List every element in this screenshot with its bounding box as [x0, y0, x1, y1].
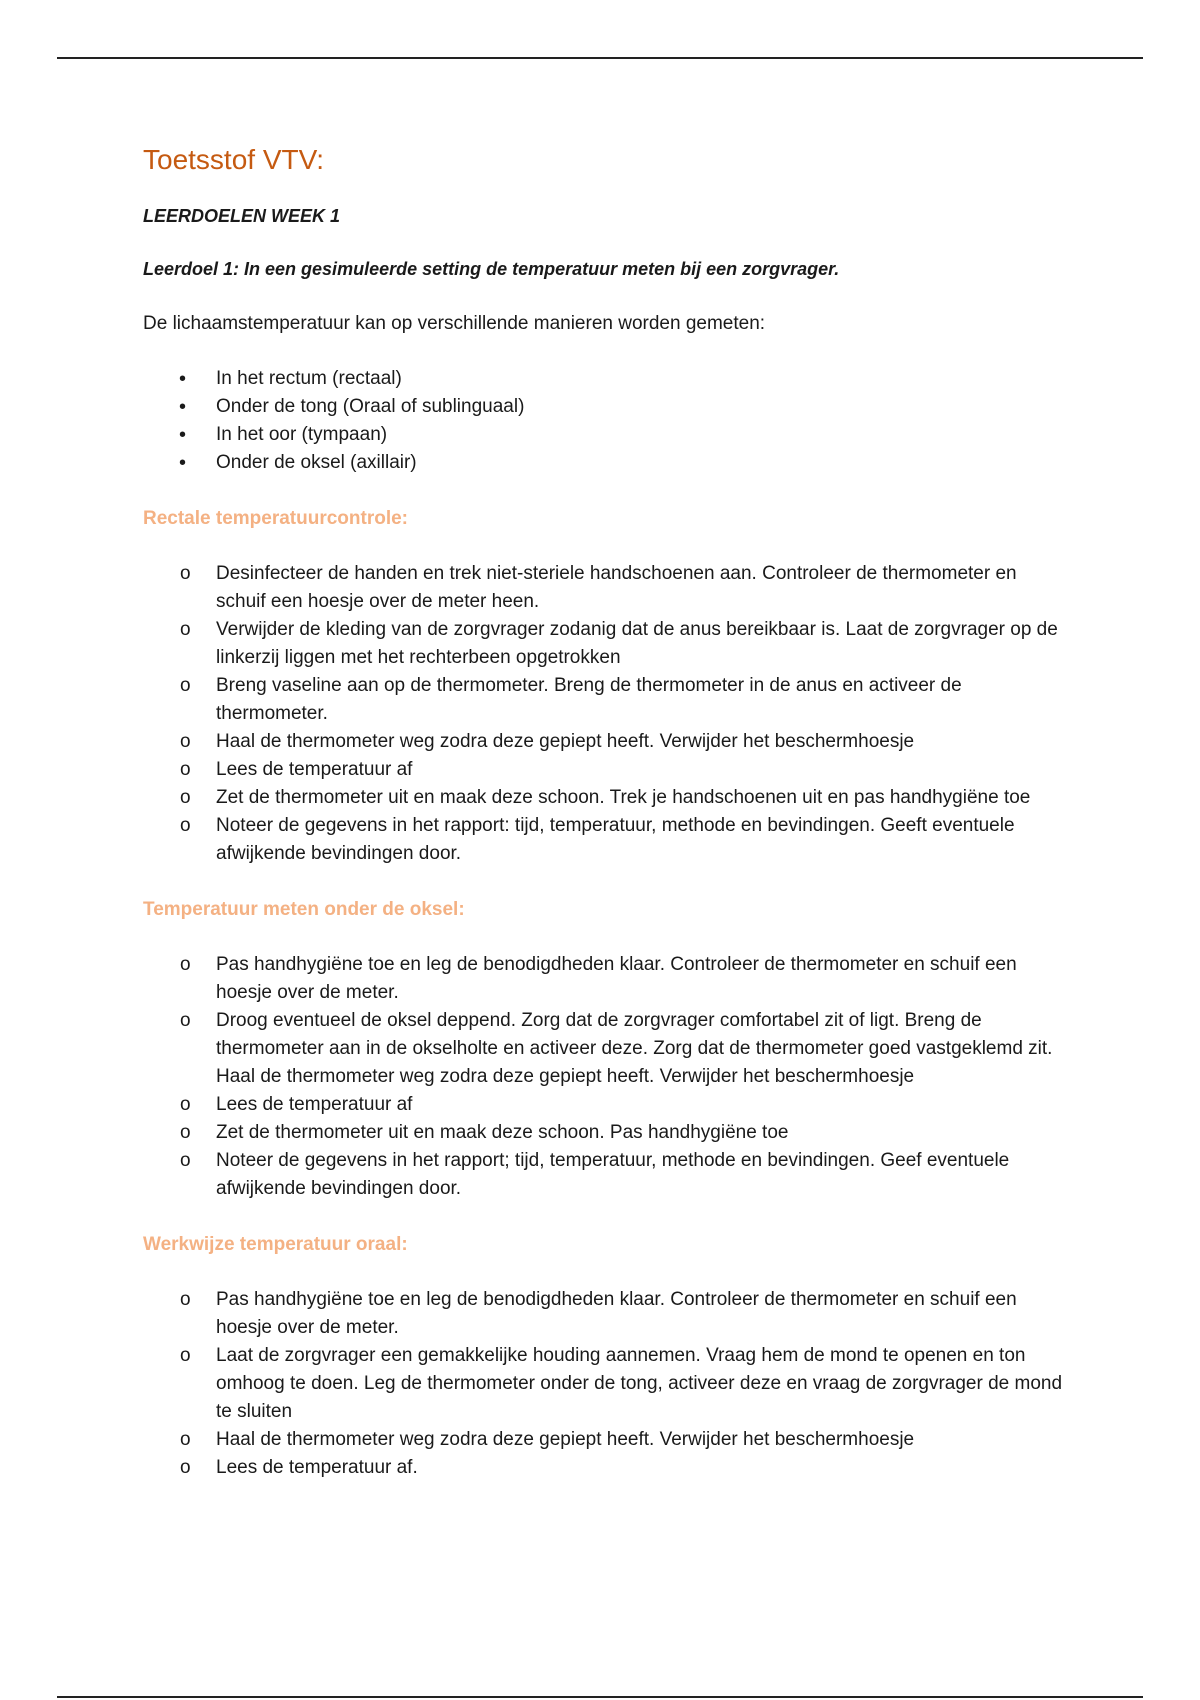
section-heading-axillary: Temperatuur meten onder de oksel: [143, 899, 465, 920]
list-item: • Onder de oksel (axillair) [143, 449, 1063, 477]
list-item: o Zet de thermometer uit en maak deze schoon. Trek je handschoenen uit en pas handhygiëne toe [143, 784, 1063, 812]
section-heading-rectal: Rectale temperatuurcontrole: [143, 508, 409, 529]
list-item: o Haal de thermometer weg zodra deze gepiept heeft. Verwijder het beschermhoesje [143, 1426, 1063, 1454]
list-item: o Lees de temperatuur af. [143, 1454, 1063, 1482]
header-rule [57, 57, 1143, 59]
list-item: • In het oor (tympaan) [143, 421, 1063, 449]
learning-goal: Leerdoel 1: In een gesimuleerde setting de temperatuur meten bij een zorgvrager. [143, 259, 840, 279]
list-item: o Noteer de gegevens in het rapport; tijd, temperatuur, methode en bevindingen. Geef eventuele afwijkende bevindingen door. [143, 1147, 1063, 1203]
list-item: o Lees de temperatuur af [143, 756, 1063, 784]
week-heading: LEERDOELEN WEEK 1 [143, 206, 341, 226]
intro-text: De lichaamstemperatuur kan op verschillende manieren worden gemeten: [143, 313, 766, 334]
list-item: o Zet de thermometer uit en maak deze schoon. Pas handhygiëne toe [143, 1119, 1063, 1147]
list-item: o Pas handhygiëne toe en leg de benodigdheden klaar. Controleer de thermometer en schuif een hoesje over de meter. [143, 1286, 1063, 1342]
list-item: o Laat de zorgvrager een gemakkelijke houding aannemen. Vraag hem de mond te openen en ton omhoog te doen. Leg de thermometer onder de tong, activeer deze en vraag de zorgvrager de mond te sluiten [143, 1342, 1063, 1426]
list-item: • Onder de tong (Oraal of sublinguaal) [143, 393, 1063, 421]
document-body [143, 140, 1063, 1482]
document-title: Toetsstof VTV: [143, 144, 325, 175]
list-item: o Haal de thermometer weg zodra deze gepiept heeft. Verwijder het beschermhoesje [143, 728, 1063, 756]
list-item: o Lees de temperatuur af [143, 1091, 1063, 1119]
oral-steps-list [143, 1286, 1063, 1482]
list-item: o Breng vaseline aan op de thermometer. Breng de thermometer in de anus en activeer de thermometer. [143, 672, 1063, 728]
measurement-methods-list [143, 365, 1063, 477]
list-item: o Pas handhygiëne toe en leg de benodigdheden klaar. Controleer de thermometer en schuif een hoesje over de meter. [143, 951, 1063, 1007]
section-heading-oral: Werkwijze temperatuur oraal: [143, 1234, 408, 1255]
list-item: o Verwijder de kleding van de zorgvrager zodanig dat de anus bereikbaar is. Laat de zorgvrager op de linkerzij liggen met het rechterbeen opgetrokken [143, 616, 1063, 672]
footer-rule [57, 1696, 1143, 1698]
list-item: o Desinfecteer de handen en trek niet-steriele handschoenen aan. Controleer de thermometer en schuif een hoesje over de meter heen. [143, 560, 1063, 616]
list-item: o Droog eventueel de oksel deppend. Zorg dat de zorgvrager comfortabel zit of ligt. Breng de thermometer aan in de okselholte en activeer deze. Zorg dat de thermometer goed vastgeklemd zit. Haal de thermometer weg zodra deze gepiept heeft. Verwijder het beschermhoesje [143, 1007, 1063, 1091]
list-item: • In het rectum (rectaal) [143, 365, 1063, 393]
rectal-steps-list [143, 560, 1063, 868]
list-item: o Noteer de gegevens in het rapport: tijd, temperatuur, methode en bevindingen. Geeft eventuele afwijkende bevindingen door. [143, 812, 1063, 868]
axillary-steps-list [143, 951, 1063, 1203]
